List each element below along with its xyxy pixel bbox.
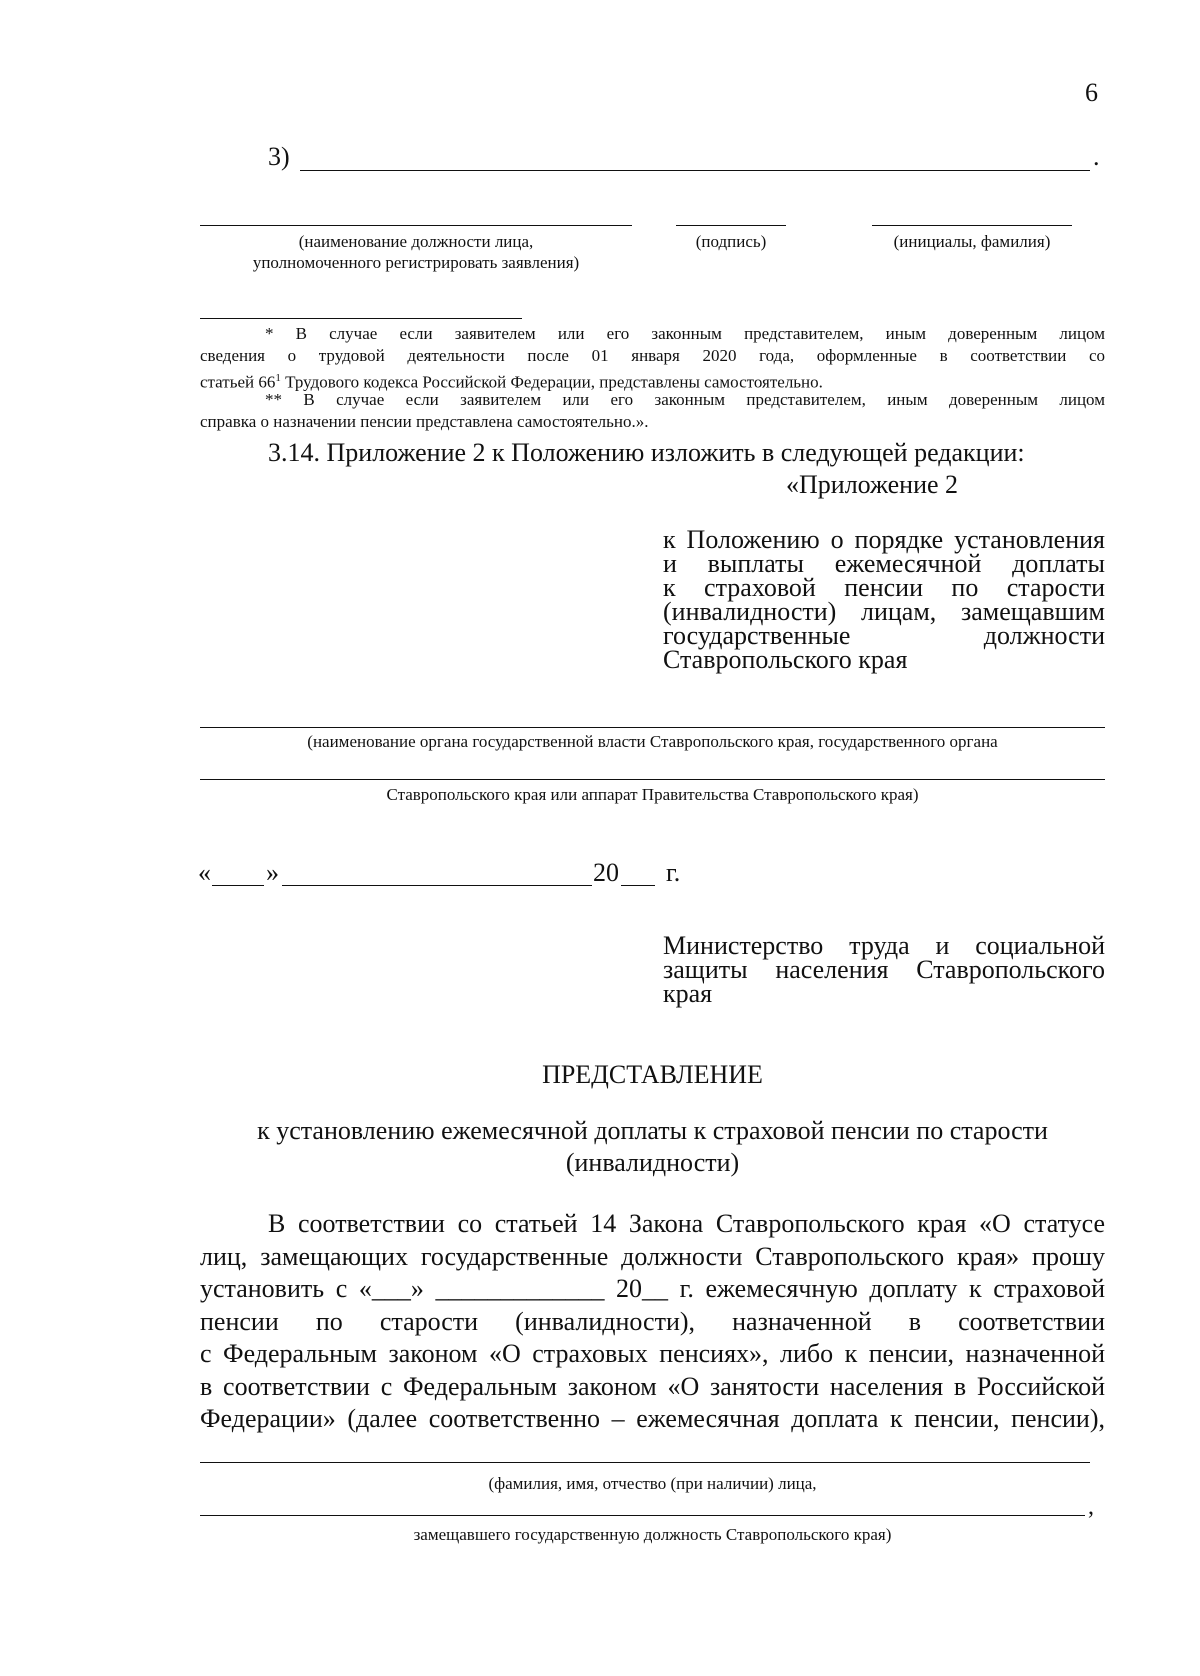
position-caption-line-2: уполномоченного регистрировать заявления) (252, 253, 580, 272)
item-3-end: . (1093, 142, 1100, 171)
date-month-blank[interactable] (282, 885, 592, 886)
item-3-label: 3) (268, 142, 290, 171)
organ-blank-1 (200, 727, 1105, 728)
position-caption-line-1: (наименование должности лица, (298, 232, 534, 251)
body-paragraph (200, 1208, 1105, 1436)
body-line-7: Федерации» (далее соответственно – ежемесячная доплата к пенсии, пенсии), (200, 1404, 1105, 1433)
person-blank-2 (200, 1515, 1085, 1516)
organ-caption-1: (наименование органа государственной власти Ставропольского края, государственного органа (307, 732, 998, 751)
person-trailing-comma: , (1088, 1494, 1094, 1520)
appendix-line-6: Ставропольского края (663, 645, 908, 674)
footnote-1-superscript: 1 (275, 372, 281, 384)
footnote-1-line-3-b: Трудового кодекса Российской Федерации, представлены самостоятельно. (280, 372, 823, 392)
footnote-2-line-1: ** В случае если заявителем или его законным представителем, иным доверенным лицом (265, 390, 1105, 409)
addressee-line-1: Министерство труда и социальной (663, 931, 1105, 960)
name-caption: (инициалы, фамилия) (893, 232, 1051, 251)
organ-caption-2: Ставропольского края или аппарат Правительства Ставропольского края) (386, 785, 919, 804)
signature-caption: (подпись) (695, 232, 767, 251)
body-line-5: с Федеральным законом «О страховых пенсиях», либо к пенсии, назначенной (200, 1339, 1105, 1368)
footnote-separator (200, 318, 522, 319)
appendix-line-2: и выплаты ежемесячной доплаты (663, 549, 1105, 578)
document-subtitle (200, 1115, 1105, 1179)
section-3-14: 3.14. Приложение 2 к Положению изложить в следующей редакции: (268, 438, 1025, 467)
appendix-line-4: (инвалидности) лицам, замещавшим (663, 597, 1105, 626)
document-subtitle-line-2: (инвалидности) (565, 1148, 740, 1177)
document-subtitle-line-1: к установлению ежемесячной доплаты к страховой пенсии по старости (257, 1116, 1048, 1145)
footnote-1-line-1: * В случае если заявителем или его законным представителем, иным доверенным лицом (265, 324, 1105, 343)
item-3-blank (300, 170, 1090, 171)
body-line-2: лиц, замещающих государственные должности Ставропольского края» прошу (200, 1241, 1105, 1271)
date-year-suffix: г. (666, 858, 681, 887)
document-title: ПРЕДСТАВЛЕНИЕ (542, 1060, 763, 1089)
signature-blank (676, 225, 786, 226)
person-caption-2: замещавшего государственную должность Ставропольского края) (413, 1525, 892, 1544)
footnote-1-line-3-a: статьей 66 (200, 372, 276, 392)
position-caption (200, 231, 632, 273)
name-blank (872, 225, 1072, 226)
date-year-blank[interactable] (621, 885, 655, 886)
page-number: 6 (1085, 78, 1098, 107)
date-day-blank[interactable] (212, 885, 264, 886)
addressee-line-3: края (663, 979, 713, 1008)
body-line-4: пенсии по старости (инвалидности), назначенной в соответствии (200, 1306, 1105, 1336)
person-caption-1: (фамилия, имя, отчество (при наличии) лица, (488, 1474, 817, 1493)
body-line-6: в соответствии с Федеральным законом «О занятости населения в Российской (200, 1371, 1105, 1401)
date-close-quote: » (266, 858, 279, 887)
body-line-1: В соответствии со статьей 14 Закона Ставропольского края «О статусе (268, 1209, 1105, 1238)
appendix-line-5: государственные должности (663, 621, 1105, 650)
appendix-subtitle (663, 525, 1105, 674)
date-open-quote: « (198, 858, 211, 887)
footnote-1-line-2: сведения о трудовой деятельности после 01 января 2020 года, оформленные в соответствии со (200, 346, 1105, 365)
body-line-3: установить с «___» _____________ 20__ г. ежемесячную доплату к страховой (200, 1274, 1105, 1303)
person-blank-1 (200, 1462, 1090, 1463)
appendix-line-1: к Положению о порядке установления (663, 525, 1105, 554)
addressee-line-2: защиты населения Ставропольского (663, 955, 1105, 984)
appendix-title: «Приложение 2 (786, 470, 959, 499)
addressee (663, 931, 1105, 1008)
position-blank (200, 225, 632, 226)
appendix-line-3: к страховой пенсии по старости (663, 573, 1105, 602)
organ-blank-2 (200, 779, 1105, 780)
date-year-prefix: 20 (593, 858, 619, 887)
footnote-2-line-2: справка о назначении пенсии представлена самостоятельно.». (200, 412, 649, 431)
